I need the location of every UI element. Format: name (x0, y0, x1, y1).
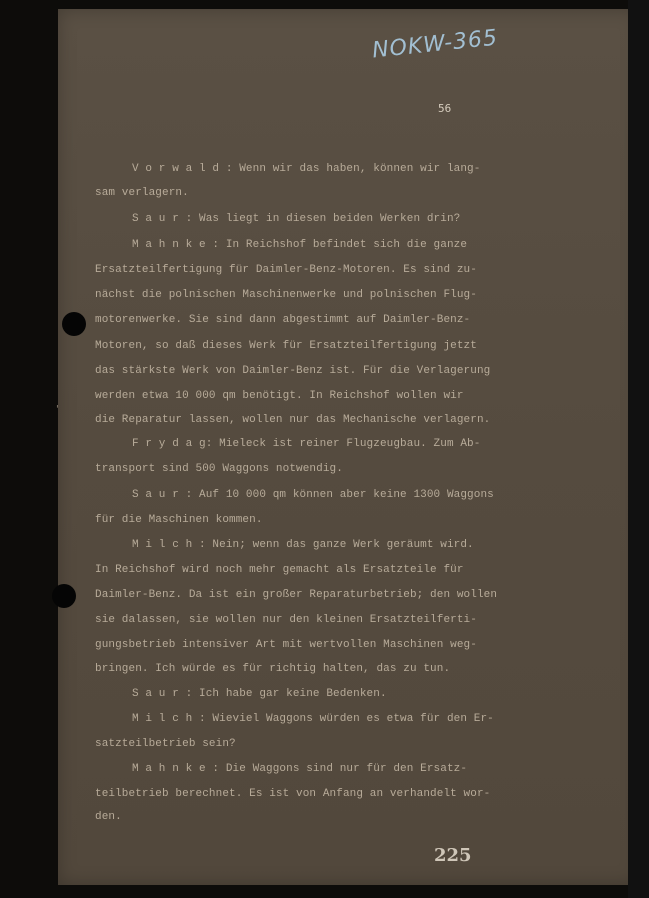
text-line: sam verlagern. (95, 187, 189, 199)
text-line: werden etwa 10 000 qm benötigt. In Reichshof wollen wir (95, 390, 464, 402)
text-line: die Reparatur lassen, wollen nur das Mechanische verlagern. (95, 414, 491, 426)
punch-hole-bottom (52, 584, 76, 608)
text-line: transport sind 500 Waggons notwendig. (95, 463, 343, 475)
document-stamp: NOKW-365 (371, 25, 500, 64)
text-line: bringen. Ich würde es für richtig halten, das zu tun. (95, 663, 451, 675)
text-line: M i l c h : Wieviel Waggons würden es etwa für den Er- (132, 713, 494, 725)
text-line: F r y d a g: Mieleck ist reiner Flugzeugbau. Zum Ab- (132, 438, 481, 450)
text-line: In Reichshof wird noch mehr gemacht als Ersatzteile für (95, 564, 464, 576)
text-line: S a u r : Auf 10 000 qm können aber keine 1300 Waggons (132, 489, 494, 501)
punch-hole-top (62, 312, 86, 336)
text-line: V o r w a l d : Wenn wir das haben, können wir lang- (132, 163, 481, 175)
margin-mark: ' (56, 404, 59, 415)
text-line: für die Maschinen kommen. (95, 514, 263, 526)
scanner-edge (628, 0, 649, 898)
text-line: Ersatzteilfertigung für Daimler-Benz-Motoren. Es sind zu- (95, 264, 477, 276)
text-line: motorenwerke. Sie sind dann abgestimmt auf Daimler-Benz- (95, 314, 471, 326)
text-line: M a h n k e : In Reichshof befindet sich die ganze (132, 239, 468, 251)
text-line: satzteilbetrieb sein? (95, 738, 236, 750)
text-line: S a u r : Was liegt in diesen beiden Werken drin? (132, 213, 461, 225)
text-line: das stärkste Werk von Daimler-Benz ist. Für die Verlagerung (95, 365, 491, 377)
text-line: nächst die polnischen Maschinenwerke und polnischen Flug- (95, 289, 477, 301)
text-line: S a u r : Ich habe gar keine Bedenken. (132, 688, 387, 700)
text-line: Daimler-Benz. Da ist ein großer Reparaturbetrieb; den wollen (95, 589, 498, 601)
text-line: M a h n k e : Die Waggons sind nur für den Ersatz- (132, 763, 468, 775)
page-number: 56 (438, 102, 452, 115)
folio-number: 225 (434, 845, 472, 866)
text-line: M i l c h : Nein; wenn das ganze Werk geräumt wird. (132, 539, 474, 551)
text-line: gungsbetrieb intensiver Art mit wertvollen Maschinen weg- (95, 639, 477, 651)
text-line: teilbetrieb berechnet. Es ist von Anfang an verhandelt wor- (95, 788, 491, 800)
text-line: den. (95, 811, 122, 823)
text-line: sie dalassen, sie wollen nur den kleinen Ersatzteilferti- (95, 614, 477, 626)
text-line: Motoren, so daß dieses Werk für Ersatzteilfertigung jetzt (95, 340, 477, 352)
